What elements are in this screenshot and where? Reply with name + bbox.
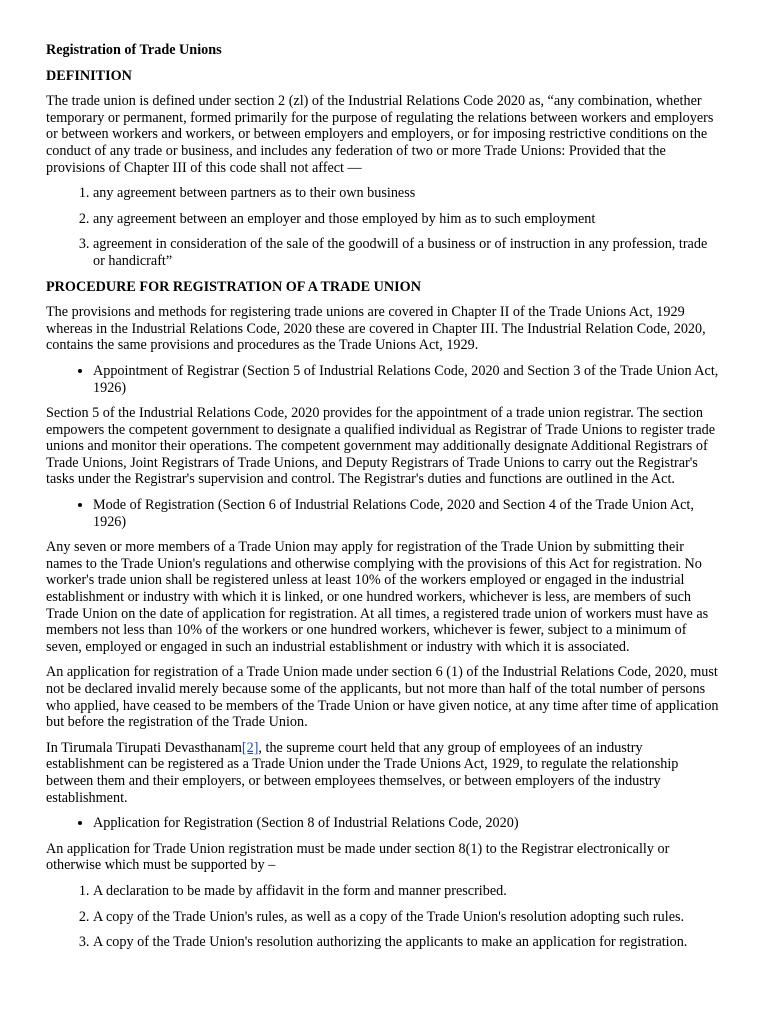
mode-paragraph-1: Any seven or more members of a Trade Union may apply for registration of the Trade Union by submitting their names to the Trade Union's regulations and otherwise complying with the provisions of this Act for registration. No worker's trade union shall be registered unless at least 10% of the workers employed or engaged in the industrial establishment or industry with which it is linked, or one hundred workers, whichever is less, are members of such Trade Union on the date of application for registration. At all times, a registered trade union of workers must have as members not less than 10% of the workers or one hundred workers, whichever is fewer, subject to a minimum of seven, employed or engaged in such an industrial establishment or industry with which it is associated.	[46, 539, 709, 655]
application-paragraph: An application for Trade Union registration must be made under section 8(1) to the Registrar electronically or otherwise which must be supported by –	[46, 840, 670, 874]
definition-heading: DEFINITION	[46, 67, 132, 84]
case-paragraph	[46, 740, 722, 806]
list-item: 1. A declaration to be made by affidavit in the form and manner prescribed.	[93, 883, 722, 900]
list-item: 3. agreement in consideration of the sale of the goodwill of a business or of instruction in any profession, trade or handicraft”	[93, 236, 722, 269]
list-item: • Application for Registration (Section 8 of Industrial Relations Code, 2020)	[93, 815, 722, 832]
application-documents-list	[46, 883, 722, 951]
definition-paragraph: The trade union is defined under section 2 (zl) of the Industrial Relations Code 2020 as, “any combination, whether temporary or permanent, formed primarily for the purpose of regulating the relations between workers and employers or between workers and workers, or between employers and employers, or for imposing restrictive conditions on the conduct of any trade or business, and includes any federation of two or more Trade Unions: Provided that the provisions of Chapter III of this code shall not affect —	[46, 93, 714, 176]
list-item: • Mode of Registration (Section 6 of Industrial Relations Code, 2020 and Section 4 of the Trade Union Act, 1926)	[93, 497, 722, 530]
registrar-paragraph: Section 5 of the Industrial Relations Code, 2020 provides for the appointment of a trade union registrar. The section empowers the competent government to designate a qualified individual as Registrar of Trade Unions to register trade unions and monitor their operations. The competent government may additionally designate Additional Registrars of Trade Unions, Joint Registrars of Trade Unions, and Deputy Registrars of Trade Unions to carry out the Registrar's tasks under the Registrar's supervision and control. The Registrar's duties and functions are outlined in the Act.	[46, 405, 716, 488]
list-item: • Appointment of Registrar (Section 5 of Industrial Relations Code, 2020 and Section 3 of the Trade Union Act, 1926)	[93, 363, 722, 396]
procedure-heading: PROCEDURE FOR REGISTRATION OF A TRADE UNION	[46, 278, 421, 295]
mode-paragraph-2: An application for registration of a Trade Union made under section 6 (1) of the Industrial Relations Code, 2020, must not be declared invalid merely because some of the applicants, but not more than half of the total number of persons who applied, have ceased to be members of the Trade Union or have given notice, at any time after time of application but before the registration of the Trade Union.	[46, 664, 719, 731]
list-item: 2. any agreement between an employer and those employed by him as to such employment	[93, 211, 722, 228]
list-item: 3. A copy of the Trade Union's resolution authorizing the applicants to make an application for registration.	[93, 934, 722, 951]
procedure-intro-paragraph: The provisions and methods for registering trade unions are covered in Chapter II of the Trade Unions Act, 1929 whereas in the Industrial Relations Code, 2020 these are covered in Chapter III. The Industrial Relation Code, 2020, contains the same provisions and procedures as the Trade Unions Act, 1929.	[46, 304, 706, 354]
case-text-prefix: In Tirumala Tirupati Devasthanam	[46, 739, 242, 756]
list-item: 2. A copy of the Trade Union's rules, as well as a copy of the Trade Union's resolution adopting such rules.	[93, 909, 722, 926]
registrar-bullet-list	[46, 363, 722, 396]
mode-bullet-list	[46, 497, 722, 530]
list-item: 1. any agreement between partners as to their own business	[93, 185, 722, 202]
citation-link[interactable]: [2]	[241, 739, 259, 756]
definition-exceptions-list	[46, 185, 722, 269]
case-text-suffix: , the supreme court held that any group of employees of an industry establishment can be registered as a Trade Union under the Trade Unions Act, 1929, to regulate the relationship between them and their employers, or between employees themselves, or between employers of the industry establishment.	[46, 739, 679, 806]
document-title: Registration of Trade Unions	[46, 42, 222, 58]
application-bullet-list	[46, 815, 722, 832]
